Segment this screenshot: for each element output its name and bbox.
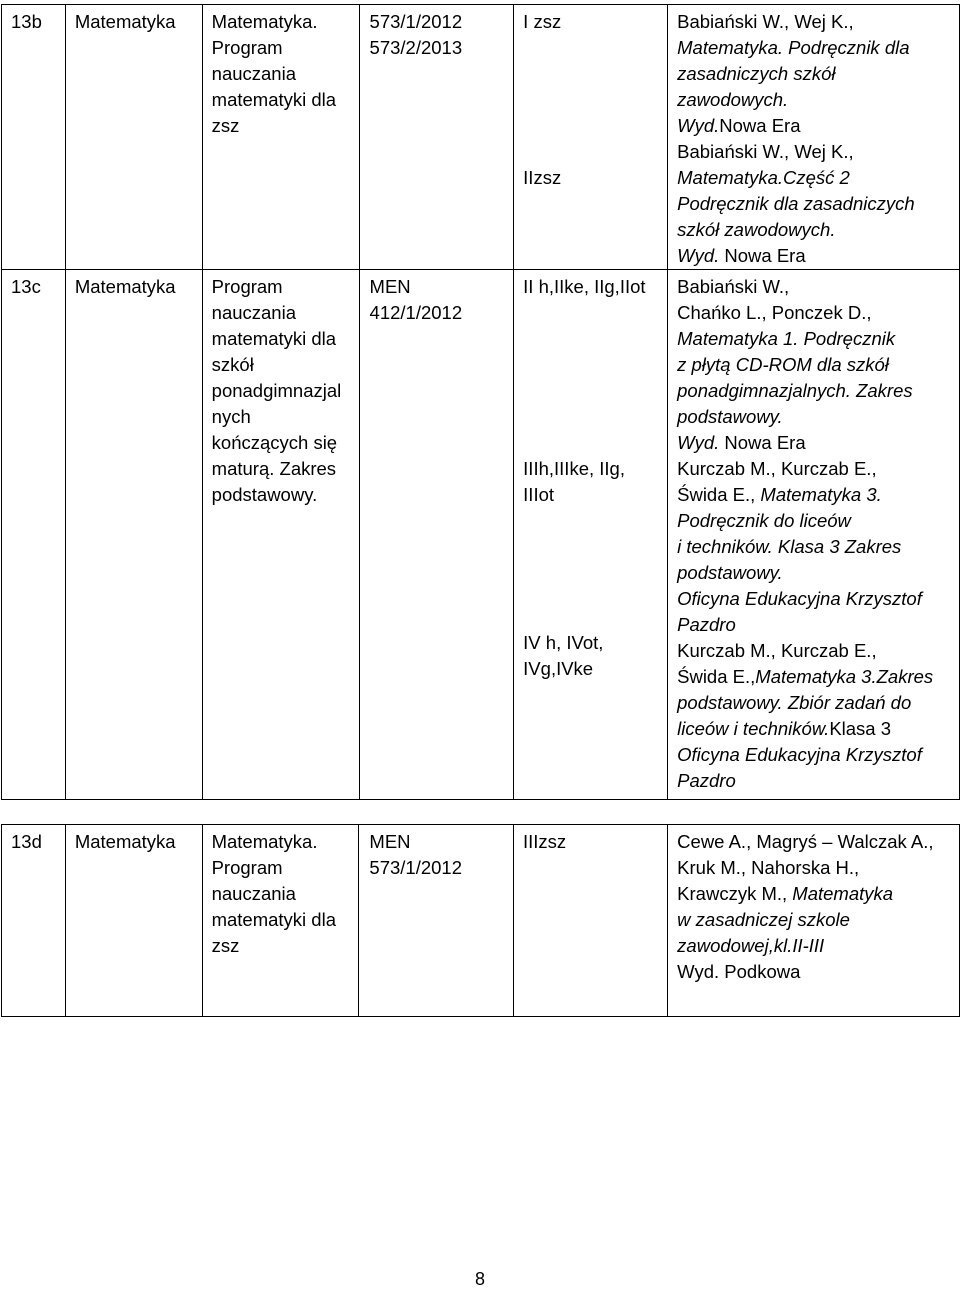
approval-number-cell: MEN 573/1/2012 bbox=[359, 825, 514, 1017]
program-line: matematyki dla bbox=[211, 89, 337, 110]
curriculum-table-1 bbox=[1, 4, 960, 800]
textbook-line bbox=[677, 430, 959, 456]
level-label: IVg,IVke bbox=[523, 658, 594, 679]
textbook-line: z płytą CD-ROM dla szkół bbox=[677, 354, 889, 375]
program-line: podstawowy. bbox=[211, 484, 318, 505]
program-line: Matematyka. bbox=[211, 11, 318, 32]
textbook-text-segment: Wyd. bbox=[677, 115, 720, 136]
program-line: ponadgimnazjal bbox=[211, 380, 342, 401]
textbook-text-segment: Świda E., bbox=[677, 666, 756, 687]
textbook-line bbox=[677, 243, 959, 269]
textbook-line: zawodowych. bbox=[677, 89, 789, 110]
textbook-text-segment: Nowa Era bbox=[724, 432, 806, 453]
program-cell bbox=[202, 270, 359, 800]
textbook-line: podstawowy. bbox=[677, 562, 783, 583]
textbook-line: Babiański W., Wej K., bbox=[677, 141, 854, 162]
textbook-line: Pazdro bbox=[677, 770, 736, 791]
table-row-13c bbox=[2, 270, 960, 800]
textbook-line: Oficyna Edukacyjna Krzysztof bbox=[677, 744, 922, 765]
program-line: Matematyka. bbox=[211, 831, 318, 852]
textbooks-cell bbox=[668, 5, 960, 270]
program-line: nauczania bbox=[211, 302, 296, 323]
approval-number-cell: 573/1/2012 573/2/2013 bbox=[359, 5, 514, 270]
textbook-text-segment: liceów i techników. bbox=[677, 718, 830, 739]
textbook-text-segment: Krawczyk M., bbox=[677, 883, 793, 904]
textbook-line: Kurczab M., Kurczab E., bbox=[677, 458, 877, 479]
program-line: matematyki dla bbox=[211, 909, 336, 930]
textbook-line: Chańko L., Ponczek D., bbox=[677, 302, 872, 323]
level-label: IV h, IVot, bbox=[523, 632, 604, 653]
level-cell bbox=[513, 825, 667, 1017]
level-label: I zsz bbox=[523, 11, 562, 32]
textbooks-cell bbox=[668, 270, 960, 800]
textbook-line: Kurczab M., Kurczab E., bbox=[677, 640, 877, 661]
program-line: kończących się bbox=[211, 432, 338, 453]
textbooks-cell bbox=[668, 825, 960, 1017]
textbook-line: zawodowej,kl.II-III bbox=[677, 935, 825, 956]
textbook-line: Cewe A., Magryś – Walczak A., bbox=[677, 831, 934, 852]
program-line: nych bbox=[211, 406, 251, 427]
class-cell: 13c bbox=[2, 270, 66, 800]
level-cell bbox=[514, 5, 668, 270]
textbook-line: zasadniczych szkół bbox=[677, 63, 836, 84]
textbook-text-segment: Matematyka 3.Zakres bbox=[755, 666, 934, 687]
textbook-line bbox=[677, 664, 959, 690]
textbook-list bbox=[668, 829, 959, 985]
textbook-line bbox=[677, 113, 959, 139]
textbook-list bbox=[668, 274, 959, 794]
textbook-list bbox=[668, 9, 959, 269]
subject-cell: Matematyka bbox=[65, 825, 202, 1017]
textbook-text-segment: Wyd. bbox=[677, 432, 725, 453]
textbook-line: i techników. Klasa 3 Zakres bbox=[677, 536, 902, 557]
program-line: zsz bbox=[211, 115, 240, 136]
textbook-text-segment: Świda E., bbox=[677, 484, 761, 505]
level-label: IIzsz bbox=[523, 167, 562, 188]
textbook-line: Babiański W., bbox=[677, 276, 790, 297]
textbook-text-segment: Matematyka bbox=[792, 883, 894, 904]
curriculum-table-2 bbox=[1, 824, 960, 1017]
table-row-13d bbox=[2, 825, 960, 1017]
textbook-line: podstawowy. Zbiór zadań do bbox=[677, 692, 912, 713]
program-line: Program bbox=[211, 276, 283, 297]
class-cell: 13d bbox=[2, 825, 66, 1017]
program-line: Program bbox=[211, 857, 283, 878]
textbook-line: szkół zawodowych. bbox=[677, 219, 836, 240]
program-line: nauczania bbox=[211, 63, 296, 84]
level-label: IIIh,IIIke, IIg, bbox=[523, 458, 625, 479]
textbook-line: podstawowy. bbox=[677, 406, 783, 427]
textbook-line bbox=[677, 482, 959, 508]
textbook-line: Podręcznik do liceów bbox=[677, 510, 851, 531]
level-label: IIIot bbox=[523, 484, 555, 505]
textbook-line: Matematyka.Część 2 bbox=[677, 167, 850, 188]
program-line: zsz bbox=[211, 935, 240, 956]
textbook-line: Oficyna Edukacyjna Krzysztof bbox=[677, 588, 922, 609]
level-label: IIIzsz bbox=[522, 831, 567, 852]
approval-number-cell: MEN 412/1/2012 bbox=[359, 270, 514, 800]
class-cell: 13b bbox=[2, 5, 66, 270]
page-number: 8 bbox=[474, 1269, 485, 1289]
program-line: matematyki dla bbox=[211, 328, 337, 349]
level-cell bbox=[514, 270, 668, 800]
textbook-line: w zasadniczej szkole bbox=[677, 909, 850, 930]
program-line: szkół bbox=[211, 354, 254, 375]
program-cell bbox=[202, 5, 359, 270]
textbook-line: Pazdro bbox=[677, 614, 736, 635]
textbook-text-segment: Nowa Era bbox=[719, 115, 801, 136]
textbook-line: Babiański W., Wej K., bbox=[677, 11, 854, 32]
textbook-line: Wyd. Podkowa bbox=[677, 961, 801, 982]
table-row-13b bbox=[2, 5, 960, 270]
program-cell bbox=[202, 825, 359, 1017]
program-line: Program bbox=[211, 37, 283, 58]
textbook-line: Matematyka 1. Podręcznik bbox=[677, 328, 896, 349]
textbook-line: Podręcznik dla zasadniczych bbox=[677, 193, 915, 214]
textbook-text-segment: Matematyka 3. bbox=[760, 484, 882, 505]
textbook-text-segment: Klasa 3 bbox=[829, 718, 892, 739]
subject-cell: Matematyka bbox=[65, 5, 202, 270]
program-line: nauczania bbox=[211, 883, 296, 904]
textbook-text-segment: Wyd. bbox=[677, 245, 725, 266]
program-line: maturą. Zakres bbox=[211, 458, 337, 479]
textbook-line bbox=[677, 716, 959, 742]
subject-cell: Matematyka bbox=[65, 270, 202, 800]
textbook-line: ponadgimnazjalnych. Zakres bbox=[677, 380, 913, 401]
textbook-text-segment: Nowa Era bbox=[724, 245, 806, 266]
textbook-line: Kruk M., Nahorska H., bbox=[677, 857, 860, 878]
level-label: II h,IIke, IIg,IIot bbox=[523, 276, 646, 297]
textbook-line: Matematyka. Podręcznik dla bbox=[677, 37, 910, 58]
textbook-line bbox=[677, 881, 959, 907]
